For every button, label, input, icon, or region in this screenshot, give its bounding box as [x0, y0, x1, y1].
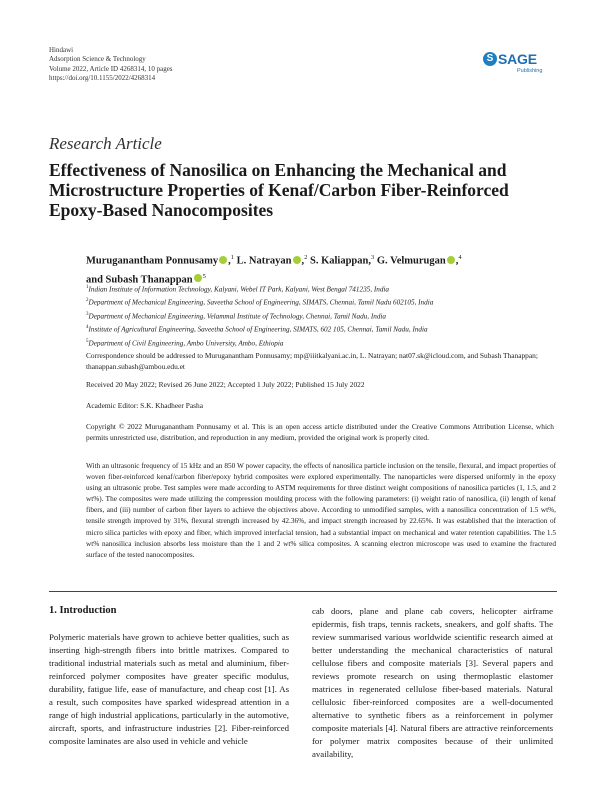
section-divider [49, 591, 557, 592]
volume-info: Volume 2022, Article ID 4268314, 10 pages [49, 64, 173, 73]
abstract: With an ultrasonic frequency of 15 kHz and an 850 W power capacity, the effects of nanosilica particle inclusion on the tensile, flexural, and impact properties of woven fiber-reinforced kenaf/carbon fiber/epoxy hybrid composites were explored experimentally. The nanoparticles were dispersed uniformly in the epoxy using an ultrasonic probe. Test samples were made according to ASTM requirements for three distinct weight compositions of nanosilica particles (1, 1.5, and 2 wt%). The composites were made utilizing the compression moulding process with the following parameters: (i) weight ratio of nanosilica, (ii) length of kenaf fibers, and (iii) number of carbon fiber layers to achieve the objectives above. According to unmodified samples, with a nanosilica concentration of 1.5 wt%, tensile strength improved by 31%, flexural strength increased by 42.36%, and impact strength increased by 22.65%. It was established that the interaction of micro silica particles with epoxy and fiber, which improved interfacial tension, had a substantial impact on mechanical and water retention capabilities. The 1.5 wt% nanosilica inclusion absorbs less moisture than the 1 and 2 wt% silica composites. A scanning electron microscope was used to examine the fractured surface of the tested nanocomposites. [86, 462, 556, 559]
affiliation-item: $^4$Institute of Agricultural Engineering, Saveetha School of Engineering, SIMATS, 602 105, Chennai, Tamil Nadu, India [86, 325, 428, 334]
academic-editor: Academic Editor: S.K. Khadheer Pasha [86, 401, 203, 410]
doi-link[interactable]: https://doi.org/10.1155/2022/4268314 [49, 74, 156, 83]
author-list: Muruganantham Ponnusamy ,$^1$ L. Natrayan ,$^2$ S. Kaliappan,$^3$ G. Velmurugan ,$^4$ and Subash Thanappan $^5$ [86, 254, 462, 285]
affiliation-list [86, 282, 566, 349]
section-heading: 1. Introduction [49, 605, 117, 616]
intro-column-left: Polymeric materials have grown to achieve better qualities, such as inserting high-strength fibers into brittle matrixes. Compared to traditional industrial materials such as metal and aluminium, fiber-reinforced polymer composites have greater specific modulus, durability, fatigue life, ease of manufacture, and cheap cost [1]. As a result, such composites have sparked widespread attention in a range of high industrial applications, particularly in the automotive, aircraft, sports, and infrastructure industries [2]. Fiber-reinforced composite laminates are also used in vehicle and vehicle [49, 632, 289, 746]
intro-column-right: cab doors, plane and plane cab covers, helicopter airframe epidermis, fish traps, tennis rackets, sneakers, and golf shafts. The review summarised various worldwide scientific research aimed at better understanding the mechanical characteristics of natural cellulose fibers and composite materials [3]. Several papers and reviews promote research on using thermoplastic elastomer matrices in regenerated cellulose fiber-based materials. Natural cellulosic fiber-reinforced composites are a well-documented alternative to synthetic fibers as a reinforcement in polymer composite materials [4]. Natural fibers are attractive reinforcements for polymer matrix composites because of their unlimited availability, [312, 606, 553, 759]
author-name: Muruganantham Ponnusamy [86, 255, 219, 267]
orcid-icon[interactable] [194, 274, 202, 282]
author-name: G. Velmurugan [376, 255, 446, 267]
orcid-icon[interactable] [293, 256, 301, 264]
author-affiliation: 5 [202, 272, 206, 280]
orcid-icon[interactable] [447, 256, 455, 264]
author-affiliation: 2 [304, 254, 308, 261]
orcid-icon[interactable] [219, 256, 227, 264]
author-affiliation: 1 [230, 254, 235, 261]
affiliation-item: $^3$Department of Mechanical Engineering, Velammal Institute of Technology, Chennai, Tamil Nadu, India [86, 311, 387, 321]
affiliation-item: $^5$Department of Civil Engineering, Ambo University, Ambo, Ethiopia [86, 338, 284, 347]
journal-info [49, 46, 173, 84]
journal-name: Adsorption Science & Technology [49, 55, 146, 64]
sage-logo-word: SAGE [498, 51, 537, 67]
sage-logo-mark: S [483, 52, 497, 66]
sage-logo-sub: Publishing [517, 68, 543, 74]
publication-dates: Received 20 May 2022; Revised 26 June 2022; Accepted 1 July 2022; Published 15 July 2022 [86, 380, 365, 389]
author-name: and Subash Thanappan [86, 274, 193, 285]
author-name: S. Kaliappan [310, 255, 369, 267]
affiliation-item: $^1$Indian Institute of Information Technology, Kalyani, Webel IT Park, Kalyani, West Bengal 741235, India [86, 285, 390, 294]
author-affiliation: 4 [458, 254, 462, 261]
affiliation-item: $^2$Department of Mechanical Engineering, Saveetha School of Engineering, SIMATS, Chennai, Tamil Nadu 602105, India [86, 298, 434, 307]
correspondence: Correspondence should be addressed to Muruganantham Ponnusamy; mp@iiitkalyani.ac.in, L. Natrayan; nat07.sk@icloud.com, and Subash Thanappan; thanappan.subash@ambou.edu.et [86, 351, 538, 371]
publisher-name: Hindawi [49, 46, 74, 54]
paper-title: Effectiveness of Nanosilica on Enhancing the Mechanical and Microstructure Properties of Kenaf/Carbon Fiber-Reinforced Epoxy-Based Nanocomposites [49, 160, 509, 220]
sage-logo [483, 51, 553, 77]
copyright-notice: Copyright © 2022 Muruganantham Ponnusamy et al. This is an open access article distributed under the Creative Commons Attribution License, which permits unrestricted use, distribution, and reproduction in any medium, provided the original work is properly cited. [86, 422, 554, 442]
article-type: Research Article [49, 134, 162, 153]
author-name: L. Natrayan [236, 255, 292, 267]
author-affiliation: 3 [371, 254, 375, 261]
